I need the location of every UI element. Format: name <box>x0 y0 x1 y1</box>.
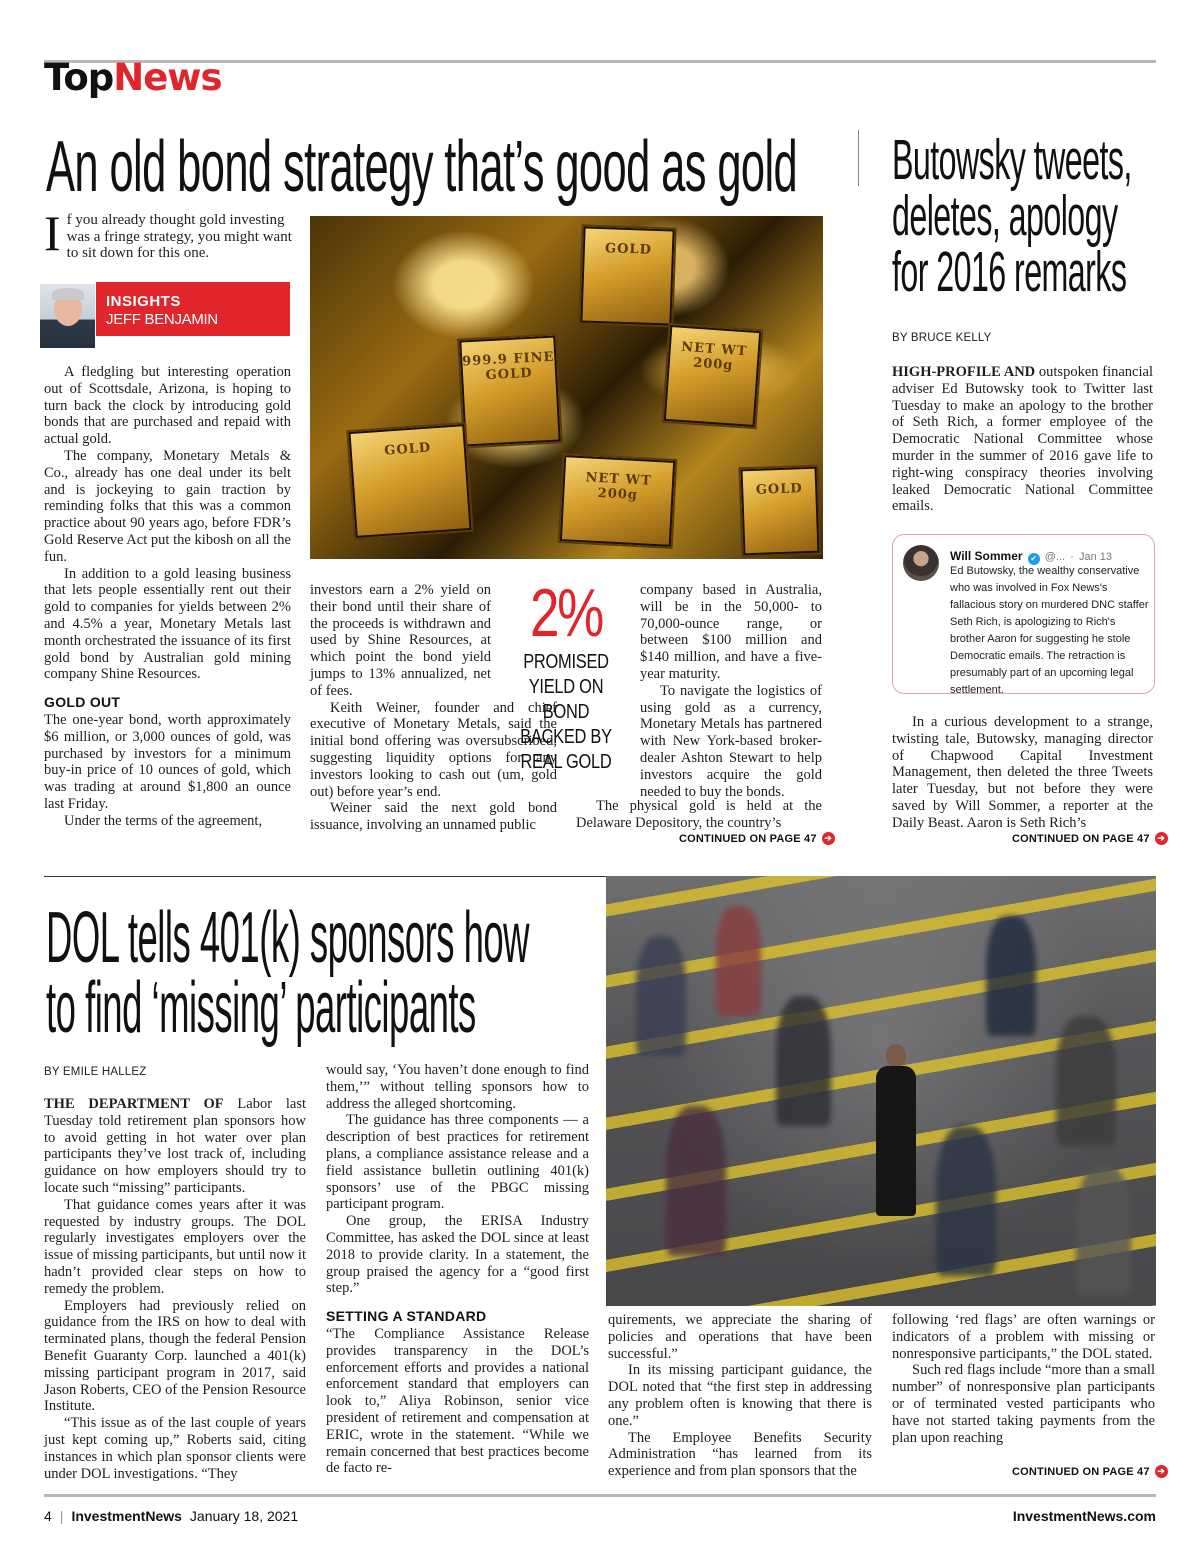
standing-man <box>876 1066 916 1216</box>
blurred-pedestrian <box>636 936 686 1056</box>
section-title-news: News <box>113 56 222 99</box>
story3-column-4 <box>892 1312 1155 1446</box>
author-photo <box>40 284 95 348</box>
story3-paragraph: would say, ‘You haven’t done enough to find them,’” without telling sponsors how to address the alleged shortcoming. <box>326 1062 589 1112</box>
story2-headline-line-2: deletes, apology <box>892 184 1118 248</box>
continued-label: CONTINUED ON PAGE 47 <box>1012 832 1150 845</box>
story1-intro-text: f you already thought gold investing was a fringe strategy, you might want to sit down for this one. <box>66 212 292 261</box>
story3-paragraph: That guidance comes years after it was requested by industry groups. The DOL regularly investigates employers over the issue of missing participants, but until now it hadn’t provided clear steps on how to remedy the problem. <box>44 1196 306 1297</box>
story3-subhead: SETTING A STANDARD <box>326 1308 487 1325</box>
story2-byline: BY BRUCE KELLY <box>892 332 992 344</box>
blurred-pedestrian <box>666 1106 726 1256</box>
arrow-right-circle-icon: ➔ <box>1155 1465 1168 1478</box>
story3-paragraph: Such red flags include “more than a small number” of nonresponsive plan participants or of terminated vested participants who have not started taking payments from the plan upon reaching <box>892 1362 1155 1446</box>
footer-rule <box>44 1494 1156 1497</box>
insights-badge <box>96 282 290 336</box>
blurred-pedestrian <box>986 916 1036 1036</box>
gold-bar: 999.9 FINE GOLD <box>457 333 563 448</box>
story3-paragraph: One group, the ERISA Industry Committee, has asked the DOL since at least 2018 to provide clarity. In a statement, the group praised the agency for a “good first step.” <box>326 1213 589 1297</box>
continued-label: CONTINUED ON PAGE 47 <box>1012 1465 1150 1478</box>
story2-headline-line-3: for 2016 remarks <box>892 240 1127 304</box>
story3-paragraph: “The Compliance Assistance Release provides transparency in the DOL’s enforcement efforts and provides a national enforcement standard that employers can look to,” Aliya Robinson, senior vice president of retirement and compensation at ERIC, wrote in the statement. “While we remain concerned that best practices become de facto re- <box>326 1325 589 1477</box>
story1-paragraph: The one-year bond, worth approximately $6 million, or 3,000 ounces of gold, was purchased by investors for a minimum buy-in price of 10 ounces of gold, which was trading at around $1,800 an ounce last Friday. <box>44 711 291 812</box>
story1-paragraph: Keith Weiner, founder and chief executive of Monetary Metals, said the initial bond offering was oversubscribed, suggesting liquidity options for any investors looking to cash out (um, gold out) before year’s end. <box>310 699 557 800</box>
story3-byline: BY EMILE HALLEZ <box>44 1066 147 1078</box>
story2-paragraph: In a curious development to a strange, twisting tale, Butowsky, managing director of Chapwood Capital Investment Management, then deleted the three Tweets later Tuesday, but not before they were saved by Will Sommer, a reporter at the Daily Beast. Aaron is Seth Rich’s <box>892 714 1153 831</box>
arrow-right-circle-icon: ➔ <box>1155 832 1168 845</box>
folio-separator: | <box>59 1508 64 1524</box>
story3-lead-text: Labor last Tuesday told retirement plan sponsors how to avoid getting in hot water over plan participants they’ve lost track of, including guidance on how employers should try to locate such “missing” participants. <box>44 1096 306 1196</box>
story1-paragraph: Under the terms of the agreement, <box>64 812 263 829</box>
story3-paragraph: The guidance has three components — a description of best practices for retirement plans, a compliance assistance release and a field assistance bulletin outlining 401(k) sponsors’ use of the PBGC missing participant program. <box>326 1112 589 1213</box>
story1-paragraph: investors earn a 2% yield on their bond until their share of the proceeds is withdrawn and used by Shine Resources, at which point the bond yield jumps to 13% annualized, net of fees. <box>310 582 491 699</box>
story2-body-bottom <box>892 714 1153 832</box>
story2-headline-line-1: Butowsky tweets, <box>892 128 1132 192</box>
story1-column-2 <box>310 582 557 834</box>
tweet-author: Will Sommer <box>950 549 1023 563</box>
story2-lead-caps: HIGH-PROFILE AND <box>892 364 1036 380</box>
story3-paragraph <box>44 1096 306 1197</box>
story1-column-3-bottom <box>576 798 822 832</box>
story1-paragraph: The physical gold is held at the Delaware Depository, the country’s <box>576 798 822 831</box>
story2-continued-link[interactable] <box>1012 832 1168 845</box>
gold-bar: GOLD <box>738 465 821 558</box>
arrow-right-circle-icon: ➔ <box>822 832 835 845</box>
tweet-avatar <box>903 545 939 581</box>
story3-paragraph: “This issue as of the last couple of years just kept coming up,” Roberts said, citing instances in which plan sponsor clients were under DOL investigations. “They <box>44 1415 306 1482</box>
story1-paragraph: A fledgling but interesting operation out of Scottsdale, Arizona, is hoping to turn back the clock by introducing gold bonds that are purchased and repaid with actual gold. <box>44 364 291 448</box>
story3-paragraph: quirements, we appreciate the sharing of policies and operations that have been successful.” <box>608 1312 872 1362</box>
tweet-text: Ed Butowsky, the wealthy conservative who was involved in Fox News's fallacious story on murdered DNC staffer Seth Rich, is apologizing to Rich's brother Aaron for suggesting he stole Democratic emails. The retraction is presumably part of an upcoming legal settlement. <box>950 565 1149 696</box>
story3-column-1 <box>44 1096 306 1482</box>
section-title <box>44 56 222 99</box>
gold-bar: GOLD <box>346 422 473 540</box>
story1-dropcap: I <box>44 205 61 261</box>
site-url[interactable]: InvestmentNews.com <box>1012 1508 1156 1524</box>
story1-paragraph: Weiner said the next gold bond issuance, involving an unnamed public <box>310 800 557 834</box>
footer-folio <box>44 1508 298 1524</box>
gold-bars-image <box>310 216 823 559</box>
story2-paragraph <box>892 364 1153 515</box>
column-divider <box>858 130 859 186</box>
story1-subhead: GOLD OUT <box>44 694 121 711</box>
verified-check-icon: ✔ <box>1028 553 1040 565</box>
tweet-date: Jan 13 <box>1078 551 1112 563</box>
author-name: JEFF BENJAMIN <box>106 311 218 328</box>
story3-paragraph: In its missing participant guidance, the DOL noted that “the first step in addressing any problem often is knowing that there is one.” <box>608 1362 872 1429</box>
section-title-top: Top <box>44 56 114 99</box>
blurred-pedestrian <box>1056 1016 1116 1146</box>
story3-headline-line-1: DOL tells 401(k) sponsors how <box>46 898 530 978</box>
pull-quote-number: 2% <box>530 575 602 651</box>
tweet-card[interactable] <box>892 534 1155 694</box>
story3-paragraph: following ‘red flags’ are often warnings or indicators of a problem with missing or nonresponsive participants,” the DOL stated. <box>892 1312 1155 1362</box>
pull-quote-text: PROMISED YIELD ON BOND BACKED BY REAL GOLD <box>520 651 612 773</box>
continued-label: CONTINUED ON PAGE 47 <box>679 832 817 845</box>
gold-bar: GOLD <box>578 224 676 327</box>
tweet-handle: @... <box>1044 551 1066 563</box>
gold-bar: NET WT 200g <box>662 323 764 429</box>
blurred-pedestrian <box>716 906 761 1016</box>
story1-paragraph: company based in Australia, will be in the 50,000- to 70,000-ounce range, or between $100 million and $140 million, and have a five-year maturity. <box>640 582 822 682</box>
insights-label: INSIGHTS <box>106 293 181 310</box>
story3-continued-link[interactable] <box>1012 1465 1168 1478</box>
blurred-pedestrian <box>936 1126 996 1276</box>
story1-column-3 <box>640 582 822 800</box>
story1-headline: An old bond strategy that’s good as gold <box>46 127 798 207</box>
issue-date: January 18, 2021 <box>189 1508 299 1524</box>
story2-lead-text: outspoken financial adviser Ed Butowsky took to Twitter last Tuesday to make an apology to the brother of Seth Rich, a former employee of the Democratic National Committee whose murder in the summer of 2016 gave life to right-wing conspiracy theories involving leaked Democratic National Committee emails. <box>892 364 1153 515</box>
story1-paragraph: In addition to a gold leasing business that lets people essentially rent out their gold to companies for yields between 2% and 4.5% a year, Monetary Metals last month orchestrated the issuance of its first gold bond by Australian gold mining company Shine Resources. <box>44 565 291 683</box>
story3-column-2 <box>326 1062 589 1477</box>
page-number: 4 <box>44 1508 52 1524</box>
story1-intro <box>44 205 292 262</box>
gold-bar: NET WT 200g <box>558 453 678 549</box>
story3-paragraph: The Employee Benefits Security Administration “has learned from its experience and from plan sponsors that the <box>608 1429 872 1480</box>
publication-name: InvestmentNews <box>71 1508 182 1524</box>
tweet-separator: · <box>1070 551 1074 563</box>
story3-headline-line-2: to find ‘missing’ participants <box>46 968 476 1048</box>
story3-lead-caps: THE DEPARTMENT OF <box>44 1096 224 1112</box>
story1-paragraph: To navigate the logistics of using gold as a currency, Monetary Metals has partnered with New York-based broker-dealer Ashton Stewart to help investors acquire the gold needed to buy the bonds. <box>640 682 822 800</box>
blurred-pedestrian <box>1076 1166 1131 1296</box>
tweet-header <box>950 545 1112 565</box>
story3-paragraph: Employers had previously relied on guidance from the IRS on how to deal with terminated plans, though the federal Pension Benefit Guaranty Corp. launched a 401(k) missing participant program in 2017, said Jason Roberts, CEO of the Pension Resource Institute. <box>44 1297 306 1415</box>
blurred-pedestrian <box>776 996 831 1126</box>
story1-paragraph: The company, Monetary Metals & Co., already has one deal under its belt and is jockeying to gain traction by reminding folks that this was a common practice about 90 years ago, before FDR’s Gold Reserve Act put the kibosh on all the fun. <box>44 447 291 565</box>
section-divider <box>44 876 606 877</box>
story1-column-1 <box>44 364 291 830</box>
story1-continued-link[interactable] <box>679 832 835 845</box>
standing-man-head <box>886 1044 906 1068</box>
crowd-crosswalk-image <box>606 876 1156 1306</box>
story2-body-top <box>892 364 1153 515</box>
story3-column-3 <box>608 1312 872 1480</box>
